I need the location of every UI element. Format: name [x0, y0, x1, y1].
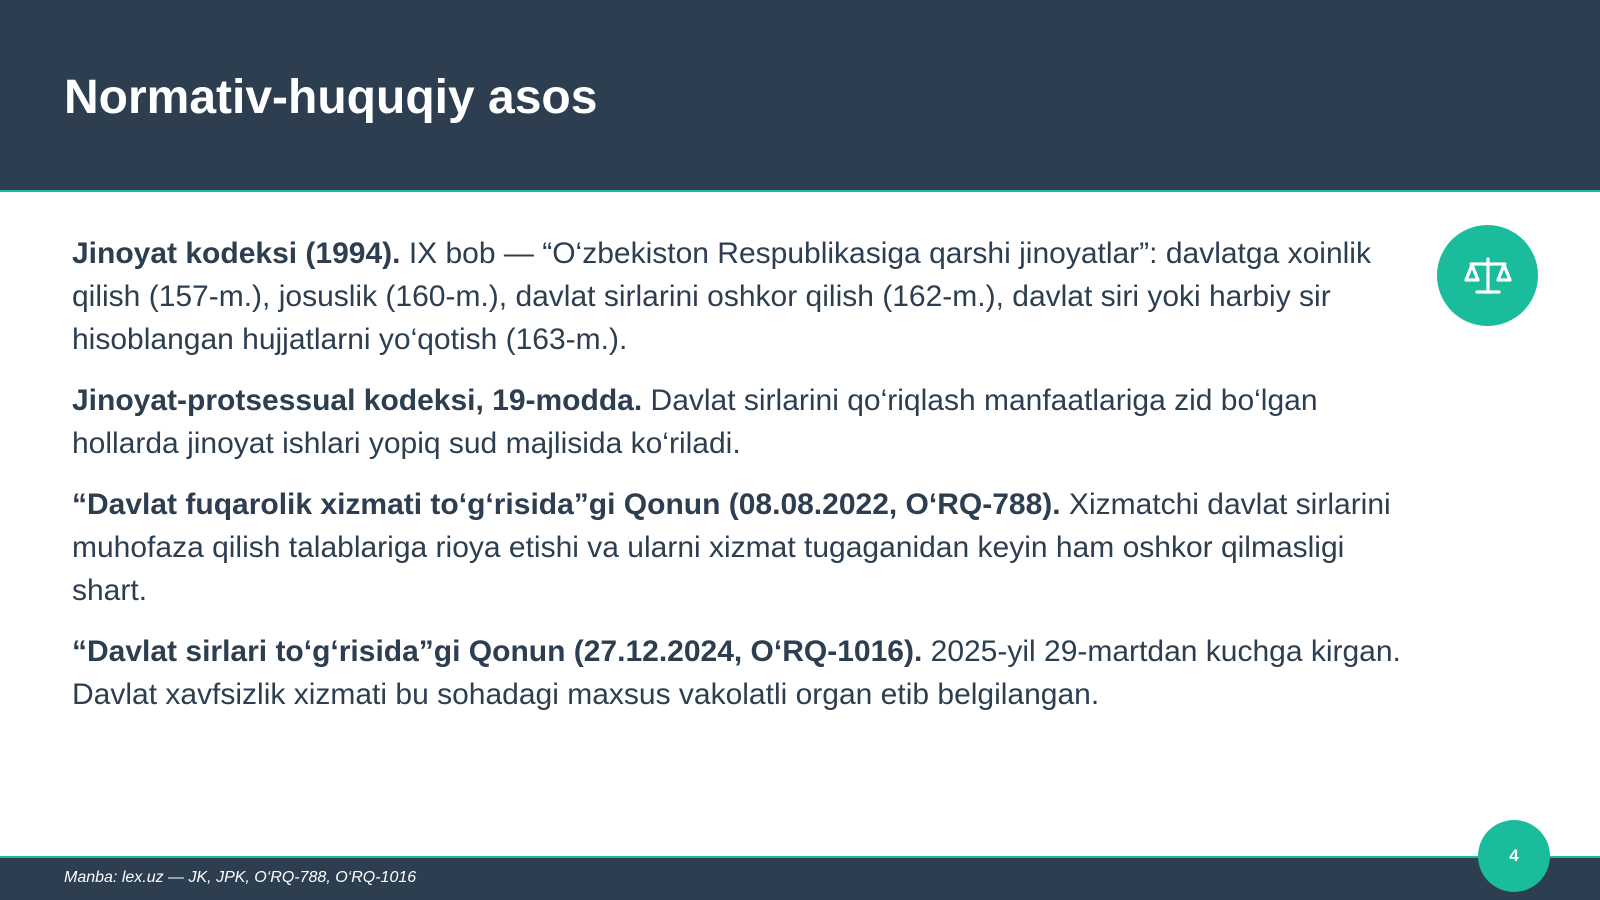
slide-content	[72, 232, 1412, 734]
balance-scale-icon	[1462, 254, 1514, 298]
legal-item-title: “Davlat fuqarolik xizmati to‘g‘risida”gi Qonun (08.08.2022, O‘RQ-788).	[72, 488, 1061, 521]
slide-footer	[0, 856, 1600, 900]
balance-scale-badge	[1437, 225, 1538, 326]
legal-item-title: “Davlat sirlari to‘g‘risida”gi Qonun (27.12.2024, O‘RQ-1016).	[72, 635, 923, 668]
slide-header	[0, 0, 1600, 192]
legal-item-criminal-procedure-code	[72, 379, 1412, 465]
legal-item-state-secrets-law	[72, 630, 1412, 716]
legal-item-text: Davlat sirlarini qo‘riqlash manfaatlariga zid bo‘lgan hollarda jinoyat ishlari yopiq sud majlisida ko‘riladi.	[72, 384, 1318, 460]
legal-item-title: Jinoyat kodeksi (1994).	[72, 237, 401, 270]
source-citation: Manba: lex.uz — JK, JPK, O‘RQ-788, O‘RQ-1016	[64, 869, 417, 886]
legal-item-text: IX bob — “O‘zbekiston Respublikasiga qarshi jinoyatlar”: davlatga xoinlik qilish (157-m.), josuslik (160-m.), davlat sirlarini oshkor qilish (162-m.), davlat siri yoki harbiy sir hisoblangan hujjatlarni yo‘qotish (163-m.).	[72, 237, 1371, 356]
legal-item-civil-service-law	[72, 483, 1412, 612]
legal-item-text: 2025-yil 29-martdan kuchga kirgan. Davlat xavfsizlik xizmati bu sohadagi maxsus vakolatli organ etib belgilangan.	[72, 635, 1401, 711]
legal-item-title: Jinoyat-protsessual kodeksi, 19-modda.	[72, 384, 643, 417]
slide-title: Normativ-huquqiy asos	[64, 71, 598, 124]
page-number-badge	[1478, 820, 1550, 892]
legal-item-criminal-code	[72, 232, 1412, 361]
page-number: 4	[1509, 846, 1519, 865]
legal-item-text: Xizmatchi davlat sirlarini muhofaza qilish talablariga rioya etishi va ularni xizmat tugaganidan keyin ham oshkor qilmasligi shart.	[72, 488, 1391, 607]
